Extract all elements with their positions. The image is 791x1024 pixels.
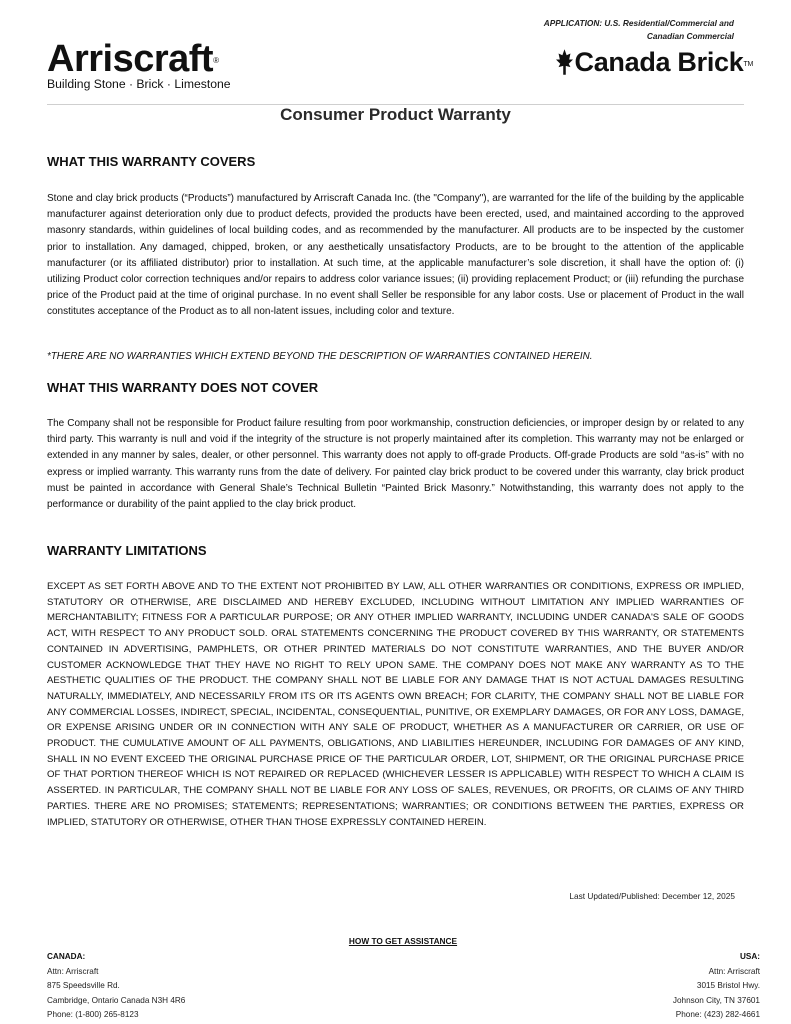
section-limitations — [47, 543, 744, 559]
contact-canada — [47, 950, 185, 1023]
warranty-disclaimer — [47, 350, 744, 364]
last-updated: Last Updated/Published: December 12, 2025 — [569, 891, 735, 901]
contact-phone: Phone: (423) 282-4661 — [675, 1010, 760, 1019]
registered-mark: ® — [213, 56, 219, 65]
trademark-mark: TM — [743, 61, 753, 68]
document-title: Consumer Product Warranty — [280, 105, 511, 124]
contact-street: 875 Speedsville Rd. — [47, 981, 120, 990]
arriscraft-logo — [47, 38, 231, 91]
contact-attention: Attn: Arriscraft — [47, 966, 99, 976]
section-covers — [47, 154, 744, 170]
assistance-heading: HOW TO GET ASSISTANCE — [348, 936, 458, 946]
disclaimer-text: *THERE ARE NO WARRANTIES WHICH EXTEND BEYOND THE DESCRIPTION OF WARRANTIES CONTAINED HEREIN. — [47, 351, 593, 362]
contact-street: 3015 Bristol Hwy. — [696, 981, 760, 990]
application-note — [474, 17, 734, 43]
contact-attention: Attn: Arriscraft — [708, 966, 760, 976]
arriscraft-tagline: Building Stone · Brick · Limestone — [47, 77, 231, 91]
section-paragraph: The Company shall not be responsible for Product failure resulting from poor workmanship, construction deficiencies, or improper design by or related to any third party. This warranty is null and void if the integrity of the structure is not properly maintained after its completion. This warranty may not be enlarged or extended in any manner by sales, dealer, or other personnel. This warranty does not apply to off-grade Products. Off-grade Products are sold “as-is” with no express or implied warranty. This warranty runs from the date of delivery. For painted clay brick product to be covered under this warranty, clay brick product must be painted in accordance with General Shale’s Technical Bulletin “Painted Brick Masonry.” Notwithstanding, this warranty does not apply to the performance or durability of the paint applied to the clay brick product. — [47, 418, 744, 511]
section-heading: WHAT THIS WARRANTY DOES NOT COVER — [47, 380, 319, 395]
canada-brick-logo — [556, 47, 754, 77]
arriscraft-logo-wordmark: Arriscraft — [47, 38, 214, 80]
contact-city: Cambridge, Ontario Canada N3H 4R6 — [47, 995, 186, 1005]
contact-usa — [673, 950, 760, 1023]
section-covers-body — [47, 191, 744, 321]
canada-brick-wordmark: Canada Brick — [574, 47, 744, 77]
contact-city: Johnson City, TN 37601 — [672, 995, 760, 1005]
section-paragraph: EXCEPT AS SET FORTH ABOVE AND TO THE EXTENT NOT PROHIBITED BY LAW, ALL OTHER WARRANTIES OR CONDITIONS, EXPRESS OR IMPLIED, STATUTORY OR OTHERWISE, ARE DISCLAIMED AND HEREBY EXCLUDED, INCLUDING WITHOUT LIMITATION ANY IMPLIED WARRANTIES OF MERCHANTABILITY; FITNESS FOR A PARTICULAR PURPOSE; OR ANY OTHER IMPLIED WARRANTY, INCLUDING UNDER CANADA'S SALE OF GOODS ACT, WITH RESPECT TO ANY PRODUCT SOLD. ORAL STATEMENTS CONCERNING THE PRODUCT COVERED BY THIS WARRANTY, OR STATEMENTS CONTAINED IN ADVERTISING, PAMPHLETS, OR OTHER PRINTED MATERIALS DO NOT CONSTITUTE WARRANTIES, AND THE BUYER AND/OR CUSTOMER ACKNOWLEDGE THAT THEY HAVE NO RIGHT TO RELY UPON SAME. THE COMPANY DOES NOT MAKE ANY WARRANTY AS TO THE AESTHETIC QUALITIES OF THE PRODUCT. THE COMPANY SHALL NOT BE LIABLE FOR ANY DAMAGE THAT IS NOT ACTUAL DAMAGES RESULTING NATURALLY, IMMEDIATELY, AND NECESSARILY FROM ITS OR ITS AGENTS OWN BREACH; FOR CLARITY, THE COMPANY SHALL NOT BE LIABLE FOR ANY COMMERCIAL LOSSES, INDIRECT, SPECIAL, INCIDENTAL, CONSEQUENTIAL, PUNITIVE, OR EXEMPLARY DAMAGES, OR FOR ANY LOSS, DAMAGE, OR EXPENSE ARISING UNDER OR IN CONNECTION WITH ANY SALE OF PRODUCT, WHETHER AS A MANUFACTURER OR CARRIER, OR USE OF PRODUCT. THE CUMULATIVE AMOUNT OF ALL PAYMENTS, OBLIGATIONS, AND LIABILITIES HEREUNDER, INCLUDING FOR DAMAGES OF ANY KIND, SHALL IN NO EVENT EXCEED THE ORIGINAL PURCHASE PRICE OF THE PARTICULAR ORDER, LOT, SHIPMENT, OR THE ORIGINAL PURCHASE PRICE OF THAT PORTION THEREOF WHICH IS NOT REPAIRED OR REPLACED (WHICHEVER LESSER IS APPLICABLE) WITH RESPECT TO WHICH A CLAIM IS ASSERTED. IN PARTICULAR, THE COMPANY SHALL NOT BE LIABLE FOR ANY LOSS OF SALES, REVENUES, OR PROFITS, OR CLAIMS OF ANY THIRD PARTIES. THERE ARE NO PROMISES; STATEMENTS; REPRESENTATIONS; WARRANTIES; OR CONDITIONS BETWEEN THE PARTIES, EXPRESS OR IMPLIED, STATUTORY OR OTHERWISE, OTHER THAN THOSE EXPRESSLY CONTAINED HEREIN. — [47, 581, 744, 828]
section-limitations-body — [47, 579, 744, 830]
maple-leaf-icon — [556, 49, 573, 75]
section-heading: WHAT THIS WARRANTY COVERS — [47, 154, 256, 169]
section-not-covered — [47, 380, 744, 396]
section-not-covered-body — [47, 416, 744, 513]
contact-heading: CANADA: — [47, 952, 86, 961]
section-heading: WARRANTY LIMITATIONS — [47, 543, 207, 558]
application-line-2: Canadian Commercial — [646, 31, 734, 41]
section-paragraph: Stone and clay brick products (“Products”) manufactured by Arriscraft Canada Inc. (the "Company"), are warranted for the life of the building by the applicable manufacturer against deterioration only due to product defects, provided the products have been erected, used, and maintained according to the approved masonry standards, within guidelines of local building codes, and as recommended by the manufacturer. All products are to be inspected by the customer prior to installation. Any damaged, chipped, broken, or any aesthetically unsatisfactory Products, are to be brought to the attention of the applicable manufacturer (or its affiliated distributor) prior to installation. At such time, at the applicable manufacturer’s sole discretion, it shall have the option of: (i) utilizing Product color correction techniques and/or repairs to address color variance issues; (ii) providing replacement Product; or (iii) refunding the purchase price of the Product paid at the time of original purchase. In no event shall Seller be responsible for any labor costs. Use or placement of Product in the wall constitutes acceptance of the Product as to all non-latent issues, including color and texture. — [47, 193, 744, 318]
contact-phone: Phone: (1-800) 265-8123 — [47, 1010, 139, 1019]
contact-heading: USA: — [739, 952, 760, 961]
application-line-1: APPLICATION: U.S. Residential/Commercial and — [543, 18, 734, 28]
